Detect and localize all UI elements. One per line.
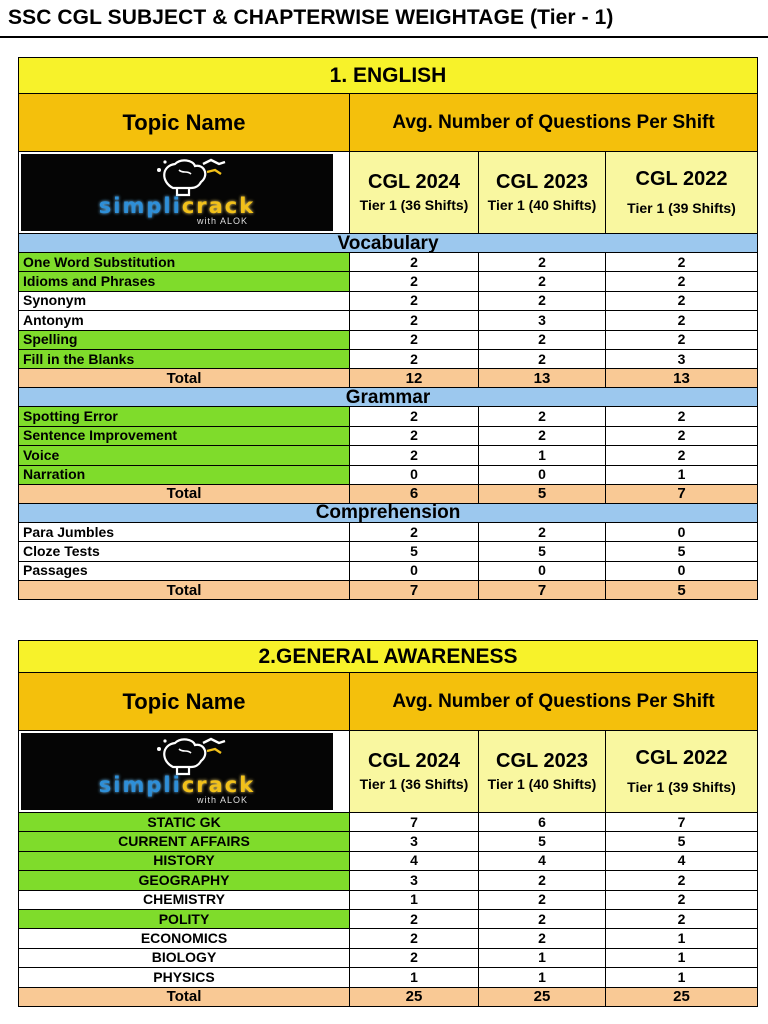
total-value: 7 [350, 581, 479, 600]
value-cell: 2 [350, 407, 479, 426]
value-cell: 3 [479, 311, 606, 330]
value-cell: 2 [350, 426, 479, 445]
value-cell: 2 [479, 871, 606, 890]
total-value: 25 [350, 987, 479, 1006]
value-cell: 0 [606, 522, 758, 541]
value-cell: 2 [350, 929, 479, 948]
value-cell: 2 [479, 253, 606, 272]
value-cell: 2 [350, 272, 479, 291]
general-awareness-weightage-table [18, 640, 758, 1007]
value-cell: 2 [350, 909, 479, 928]
total-label: Total [19, 484, 350, 503]
logo-wordmark: simplicrack [98, 773, 256, 797]
topic-cell: PHYSICS [19, 968, 350, 987]
total-value: 25 [606, 987, 758, 1006]
topic-cell: Passages [19, 561, 350, 580]
topic-cell: Synonym [19, 291, 350, 310]
category-vocabulary: Vocabulary [19, 234, 758, 253]
topic-cell: One Word Substitution [19, 253, 350, 272]
category-grammar: Grammar [19, 388, 758, 407]
english-weightage-table [18, 57, 758, 600]
value-cell: 0 [606, 561, 758, 580]
total-value: 5 [479, 484, 606, 503]
lightbulb-brain-icon [151, 737, 227, 777]
total-row [19, 581, 758, 600]
value-cell: 2 [606, 330, 758, 349]
total-label: Total [19, 369, 350, 388]
value-cell: 2 [350, 291, 479, 310]
year-header-2022: CGL 2022 Tier 1 (39 Shifts) [606, 731, 758, 813]
value-cell: 2 [606, 909, 758, 928]
value-cell: 2 [350, 330, 479, 349]
value-cell: 2 [350, 948, 479, 967]
value-cell: 3 [606, 349, 758, 368]
value-cell: 1 [479, 948, 606, 967]
value-cell: 2 [350, 349, 479, 368]
table-row [19, 542, 758, 561]
value-cell: 2 [606, 890, 758, 909]
value-cell: 2 [606, 272, 758, 291]
value-cell: 5 [606, 832, 758, 851]
year-header-2023: CGL 2023 Tier 1 (40 Shifts) [479, 731, 606, 813]
value-cell: 2 [479, 349, 606, 368]
table-row [19, 253, 758, 272]
value-cell: 2 [606, 871, 758, 890]
page-title: SSC CGL SUBJECT & CHAPTERWISE WEIGHTAGE (Tier - 1) [8, 6, 614, 29]
value-cell: 4 [606, 851, 758, 870]
topic-cell: GEOGRAPHY [19, 871, 350, 890]
value-cell: 1 [479, 446, 606, 465]
value-cell: 2 [479, 890, 606, 909]
value-cell: 2 [350, 522, 479, 541]
value-cell: 5 [350, 542, 479, 561]
ga-section-title: 2.GENERAL AWARENESS [19, 641, 758, 673]
value-cell: 1 [350, 968, 479, 987]
topic-cell: HISTORY [19, 851, 350, 870]
value-cell: 2 [479, 291, 606, 310]
value-cell: 2 [606, 446, 758, 465]
table-row [19, 948, 758, 967]
value-cell: 1 [606, 465, 758, 484]
logo-byline: with ALOK [197, 795, 249, 805]
value-cell: 0 [479, 465, 606, 484]
category-comprehension: Comprehension [19, 503, 758, 522]
year-header-2024: CGL 2024 Tier 1 (36 Shifts) [350, 152, 479, 234]
avg-questions-header: Avg. Number of Questions Per Shift [350, 673, 758, 731]
topic-cell: Narration [19, 465, 350, 484]
table-row [19, 330, 758, 349]
value-cell: 2 [606, 426, 758, 445]
english-section-title: 1. ENGLISH [19, 58, 758, 94]
value-cell: 2 [606, 291, 758, 310]
topic-cell: Spelling [19, 330, 350, 349]
value-cell: 4 [350, 851, 479, 870]
table-row [19, 311, 758, 330]
table-row [19, 291, 758, 310]
value-cell: 5 [606, 542, 758, 561]
total-value: 5 [606, 581, 758, 600]
table-row [19, 446, 758, 465]
title-underline [0, 36, 768, 38]
table-row [19, 561, 758, 580]
simplicrack-logo [19, 731, 350, 813]
value-cell: 3 [350, 871, 479, 890]
avg-questions-header: Avg. Number of Questions Per Shift [350, 94, 758, 152]
topic-cell: BIOLOGY [19, 948, 350, 967]
total-value: 7 [479, 581, 606, 600]
value-cell: 5 [479, 832, 606, 851]
topic-cell: Para Jumbles [19, 522, 350, 541]
table-row [19, 832, 758, 851]
table-row [19, 813, 758, 832]
value-cell: 6 [479, 813, 606, 832]
topic-name-header: Topic Name [19, 673, 350, 731]
value-cell: 2 [479, 522, 606, 541]
value-cell: 2 [606, 407, 758, 426]
value-cell: 5 [479, 542, 606, 561]
table-row [19, 465, 758, 484]
table-row [19, 871, 758, 890]
total-value: 13 [479, 369, 606, 388]
value-cell: 2 [479, 909, 606, 928]
total-label: Total [19, 581, 350, 600]
total-value: 6 [350, 484, 479, 503]
topic-cell: Idioms and Phrases [19, 272, 350, 291]
table-row [19, 851, 758, 870]
value-cell: 2 [350, 446, 479, 465]
value-cell: 2 [350, 253, 479, 272]
topic-cell: Fill in the Blanks [19, 349, 350, 368]
year-header-2024: CGL 2024 Tier 1 (36 Shifts) [350, 731, 479, 813]
total-row [19, 987, 758, 1006]
topic-cell: Antonym [19, 311, 350, 330]
year-header-2022: CGL 2022 Tier 1 (39 Shifts) [606, 152, 758, 234]
simplicrack-logo [19, 152, 350, 234]
value-cell: 0 [350, 465, 479, 484]
topic-cell: Cloze Tests [19, 542, 350, 561]
table-row [19, 426, 758, 445]
total-value: 12 [350, 369, 479, 388]
table-row [19, 407, 758, 426]
year-header-2023: CGL 2023 Tier 1 (40 Shifts) [479, 152, 606, 234]
value-cell: 2 [479, 426, 606, 445]
topic-cell: CHEMISTRY [19, 890, 350, 909]
value-cell: 7 [606, 813, 758, 832]
total-label: Total [19, 987, 350, 1006]
topic-name-header: Topic Name [19, 94, 350, 152]
table-row [19, 968, 758, 987]
total-row [19, 369, 758, 388]
topic-cell: Spotting Error [19, 407, 350, 426]
value-cell: 2 [606, 253, 758, 272]
value-cell: 1 [606, 929, 758, 948]
value-cell: 2 [479, 407, 606, 426]
value-cell: 2 [479, 330, 606, 349]
value-cell: 3 [350, 832, 479, 851]
total-row [19, 484, 758, 503]
value-cell: 2 [479, 272, 606, 291]
value-cell: 1 [606, 948, 758, 967]
lightbulb-brain-icon [151, 158, 227, 198]
topic-cell: Voice [19, 446, 350, 465]
logo-byline: with ALOK [197, 216, 249, 226]
table-row [19, 890, 758, 909]
value-cell: 7 [350, 813, 479, 832]
value-cell: 0 [350, 561, 479, 580]
table-row [19, 909, 758, 928]
value-cell: 2 [350, 311, 479, 330]
total-value: 13 [606, 369, 758, 388]
total-value: 7 [606, 484, 758, 503]
value-cell: 0 [479, 561, 606, 580]
value-cell: 2 [606, 311, 758, 330]
logo-wordmark: simplicrack [98, 194, 256, 218]
table-row [19, 522, 758, 541]
topic-cell: CURRENT AFFAIRS [19, 832, 350, 851]
topic-cell: ECONOMICS [19, 929, 350, 948]
table-row [19, 349, 758, 368]
topic-cell: Sentence Improvement [19, 426, 350, 445]
table-row [19, 272, 758, 291]
value-cell: 1 [479, 968, 606, 987]
value-cell: 2 [479, 929, 606, 948]
topic-cell: POLITY [19, 909, 350, 928]
value-cell: 1 [350, 890, 479, 909]
value-cell: 1 [606, 968, 758, 987]
topic-cell: STATIC GK [19, 813, 350, 832]
value-cell: 4 [479, 851, 606, 870]
table-row [19, 929, 758, 948]
total-value: 25 [479, 987, 606, 1006]
